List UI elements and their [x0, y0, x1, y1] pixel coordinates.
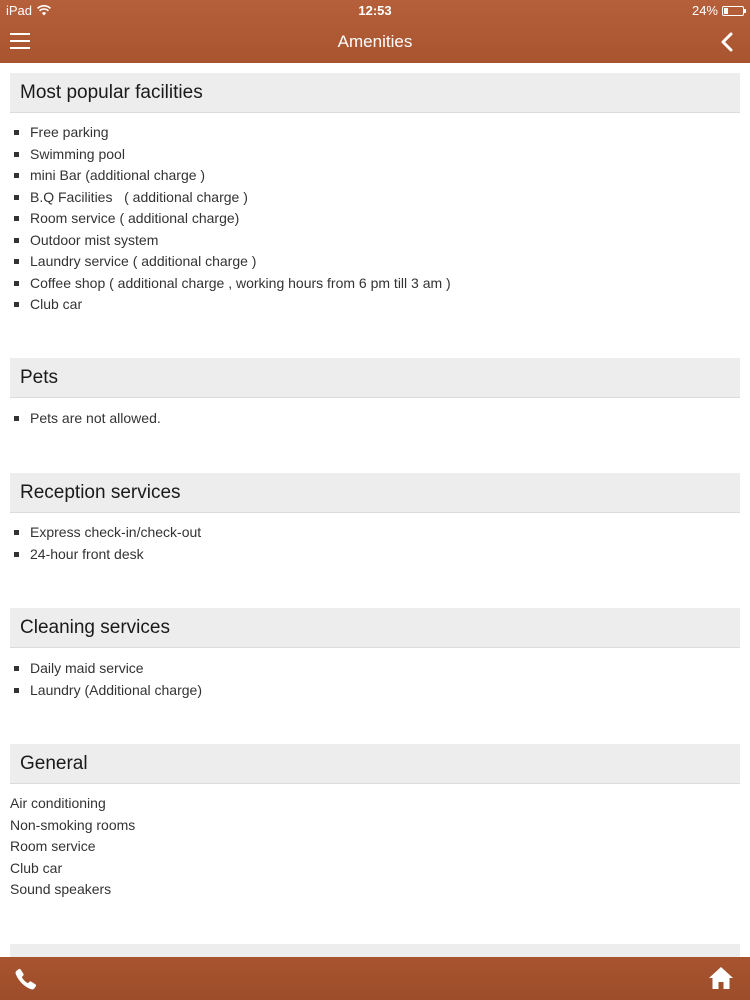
list-item: Swimming pool: [10, 144, 451, 166]
general-list: [10, 793, 135, 901]
list-item: Room service ( additional charge): [10, 208, 451, 230]
list-item: B.Q Facilities ( additional charge ): [10, 187, 451, 209]
section-title: Most popular facilities: [20, 82, 203, 103]
cleaning-list: [10, 658, 202, 701]
list-item: Pets are not allowed.: [10, 408, 161, 430]
list-item: Club car: [10, 859, 63, 876]
battery-icon: [722, 6, 744, 16]
status-time: 12:53: [358, 3, 392, 18]
chevron-left-icon[interactable]: [718, 31, 736, 53]
nav-bar: [0, 20, 750, 63]
phone-icon[interactable]: [14, 967, 38, 991]
battery-fill: [724, 8, 728, 14]
section-header-pets: [10, 358, 740, 398]
battery-percent: 24%: [691, 3, 718, 18]
section-title: Reception services: [20, 482, 181, 503]
list-item: Express check-in/check-out: [10, 522, 201, 544]
list-item: Outdoor mist system: [10, 230, 451, 252]
list-item: Laundry service ( additional charge ): [10, 251, 451, 273]
list-item: Club car: [10, 294, 451, 316]
amenities-content[interactable]: [0, 63, 750, 957]
bottom-bar: [0, 957, 750, 1000]
wifi-icon: [37, 5, 51, 16]
pets-list: [10, 408, 161, 430]
list-item: Laundry (Additional charge): [10, 680, 202, 702]
menu-icon[interactable]: [10, 33, 30, 49]
section-title: Cleaning services: [20, 617, 170, 638]
list-item: Coffee shop ( additional charge , working hours from 6 pm till 3 am ): [10, 273, 451, 295]
list-item: mini Bar (additional charge ): [10, 165, 451, 187]
list-item: Room service: [10, 838, 96, 854]
device-name: iPad: [6, 3, 33, 18]
list-item: Air conditioning: [10, 795, 106, 811]
section-title: Pets: [20, 367, 59, 388]
list-item: 24-hour front desk: [10, 544, 201, 566]
section-header-reception: [10, 473, 740, 513]
status-left: [6, 3, 51, 18]
home-icon[interactable]: [708, 965, 734, 991]
list-item: Sound speakers: [10, 881, 112, 897]
page-title: Amenities: [337, 32, 413, 51]
section-header-popular: [10, 73, 740, 113]
popular-facilities-list: [10, 122, 451, 316]
status-bar: [0, 0, 750, 20]
top-bar: [0, 0, 750, 63]
list-item: Non-smoking rooms: [10, 816, 136, 833]
status-right: [692, 3, 744, 18]
section-header-cleaning: [10, 608, 740, 648]
list-item: Daily maid service: [10, 658, 202, 680]
section-header-next: [10, 944, 740, 957]
section-header-general: [10, 744, 740, 784]
reception-list: [10, 522, 201, 565]
section-title: General: [20, 753, 88, 774]
list-item: Free parking: [10, 122, 451, 144]
